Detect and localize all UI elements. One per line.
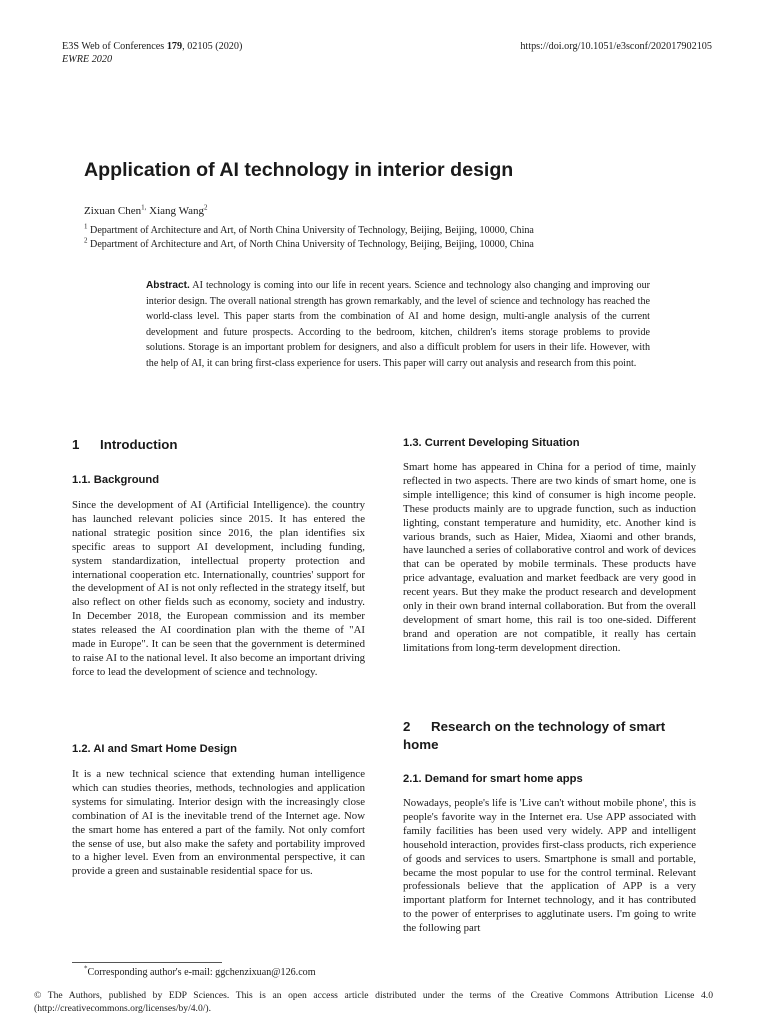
section-number: 1 [72,437,80,452]
affiliation-1 [84,224,534,237]
subsection-2-1-heading: 2.1. Demand for smart home apps [403,773,583,785]
doi-link[interactable]: https://doi.org/10.1051/e3sconf/202017902105 [520,41,712,52]
affiliation-mark: 1 [84,222,88,231]
abstract [146,278,650,371]
affiliation-text: Department of Architecture and Art, of North China University of Technology, Beijing, Beijing, 10000, China [87,239,534,250]
venue-line [62,40,242,53]
abstract-label: Abstract. [146,280,190,291]
section-1-heading [72,436,178,454]
subsection-1-1-heading: 1.1. Background [72,474,160,486]
running-header-left [62,40,242,66]
section-title: Introduction [100,437,178,452]
affiliation-mark: 2 [84,236,88,245]
paper-title: Application of AI technology in interior design [84,159,514,181]
subsection-1-2-heading: 1.2. AI and Smart Home Design [72,743,237,755]
paragraph-smart-home-apps: Nowadays, people's life is 'Live can't without mobile phone', this is people's favorite way in the Internet era. Use APP associated with family facilities has been used very widely. APP and intelligent household interaction, provides first-class products, rich experience of goods and services to users. Smartphone is small and portable, became the most popular to use for the control terminal. Relevant professionals believe that the application of APP is a very important platform for Internet technology, and it has contributed to the power of enterprises to agglutinate users. I'm going to write the following part [403,797,696,935]
author-name: Xiang Wang [146,205,204,217]
conference-name: EWRE 2020 [62,54,113,65]
license-notice: © The Authors, published by EDP Sciences. This is an open access article distributed under the terms of the Creative Commons Attribution License 4.0 (http://creativecommons.org/licenses/by/4.0/). [34,990,713,1014]
section-2-heading [403,718,696,754]
author-list [84,204,207,218]
footnote-mark: * [84,964,88,973]
abstract-text: AI technology is coming into our life in recent years. Science and technology also changing and improving our interior design. The overall national strength has grown remarkably, and the level of science and technology has reached the world-class level. This paper starts from the combination of AI and home design, multi-angle analysis of the current development and future prospects. According to the bedroom, kitchen, children's items storage problems to provide solutions. Storage is an important problem for designers, and also a difficult problem for users in their life. However, with the help of AI, it can bring first-class experience for users. This paper will carry out analysis and research from this point. [146,280,650,369]
section-number: 2 [403,719,411,734]
author-name: Zixuan Chen [84,205,142,217]
author-affiliation-mark: 2 [203,203,208,212]
affiliation-text: Department of Architecture and Art, of North China University of Technology, Beijing, Beijing, 10000, China [87,225,534,236]
paragraph-background: Since the development of AI (Artificial Intelligence). the country has launched relevant policies since 2015. It has entered the national strategic position since 2016, the plan identifies six specific areas to support AI development, including funding, system standardization, intellectual property protection and international cooperation etc. Internationally, countries' support for the development of AI is not only reflected in the strategy itself, but also reflect on other fields such as economy, society and industry. In December 2018, the European commission and its member states released the AI coordination plan with the theme of "AI made in Europe". It can be seen that the government is determined to raise AI to the national level. It also become an important driving force to lead the development of science and technology. [72,499,365,678]
volume-number: 179 [166,41,183,52]
footnote-rule [72,962,222,963]
article-number: , 02105 (2020) [182,41,243,52]
author-affiliation-mark: 1, [141,203,147,212]
venue-name: E3S Web of Conferences [62,41,167,52]
subsection-1-3-heading: 1.3. Current Developing Situation [403,437,580,449]
section-title: Research on the technology of smart home [403,719,666,752]
affiliation-2 [84,238,534,251]
paragraph-ai-smart-home: It is a new technical science that extending human intelligence which can studies theories, methods, technologies and application systems for simulating. Interior design with the increasingly close combination of AI is the inevitable trend of the Internet age. Now the smart home has entered a part of the family. Not only comfort the sense of use, but also make the safety and portability improved to a higher level. Even from an environmental perspective, it can provide a green and sustainable residential space for us. [72,768,365,878]
corresponding-author-footnote [84,966,316,979]
footnote-text: Corresponding author's e-mail: ggchenzixuan@126.com [87,967,316,978]
paragraph-current-situation: Smart home has appeared in China for a period of time, mainly reflected in two aspects. There are two kinds of smart home, one is simple intelligence; this kind of consumer is high income people. These products mainly are to upgrade function, such as induction lighting, constant temperature and humidity, etc. Another kind is various brands, such as Haier, Midea, Xiaomi and other brands, have launched a series of collaborative control and work of devices that can be operated by mobile terminals. These products have price advantage, evaluation and market feedback are very good in recent years. But they make the product research and development only in their own brand internal collaboration. But from the overall development of smart home, this rail is too one-sided. Different brand and operation are not compatible, it really has certain limitations from long-term development direction. [403,461,696,654]
